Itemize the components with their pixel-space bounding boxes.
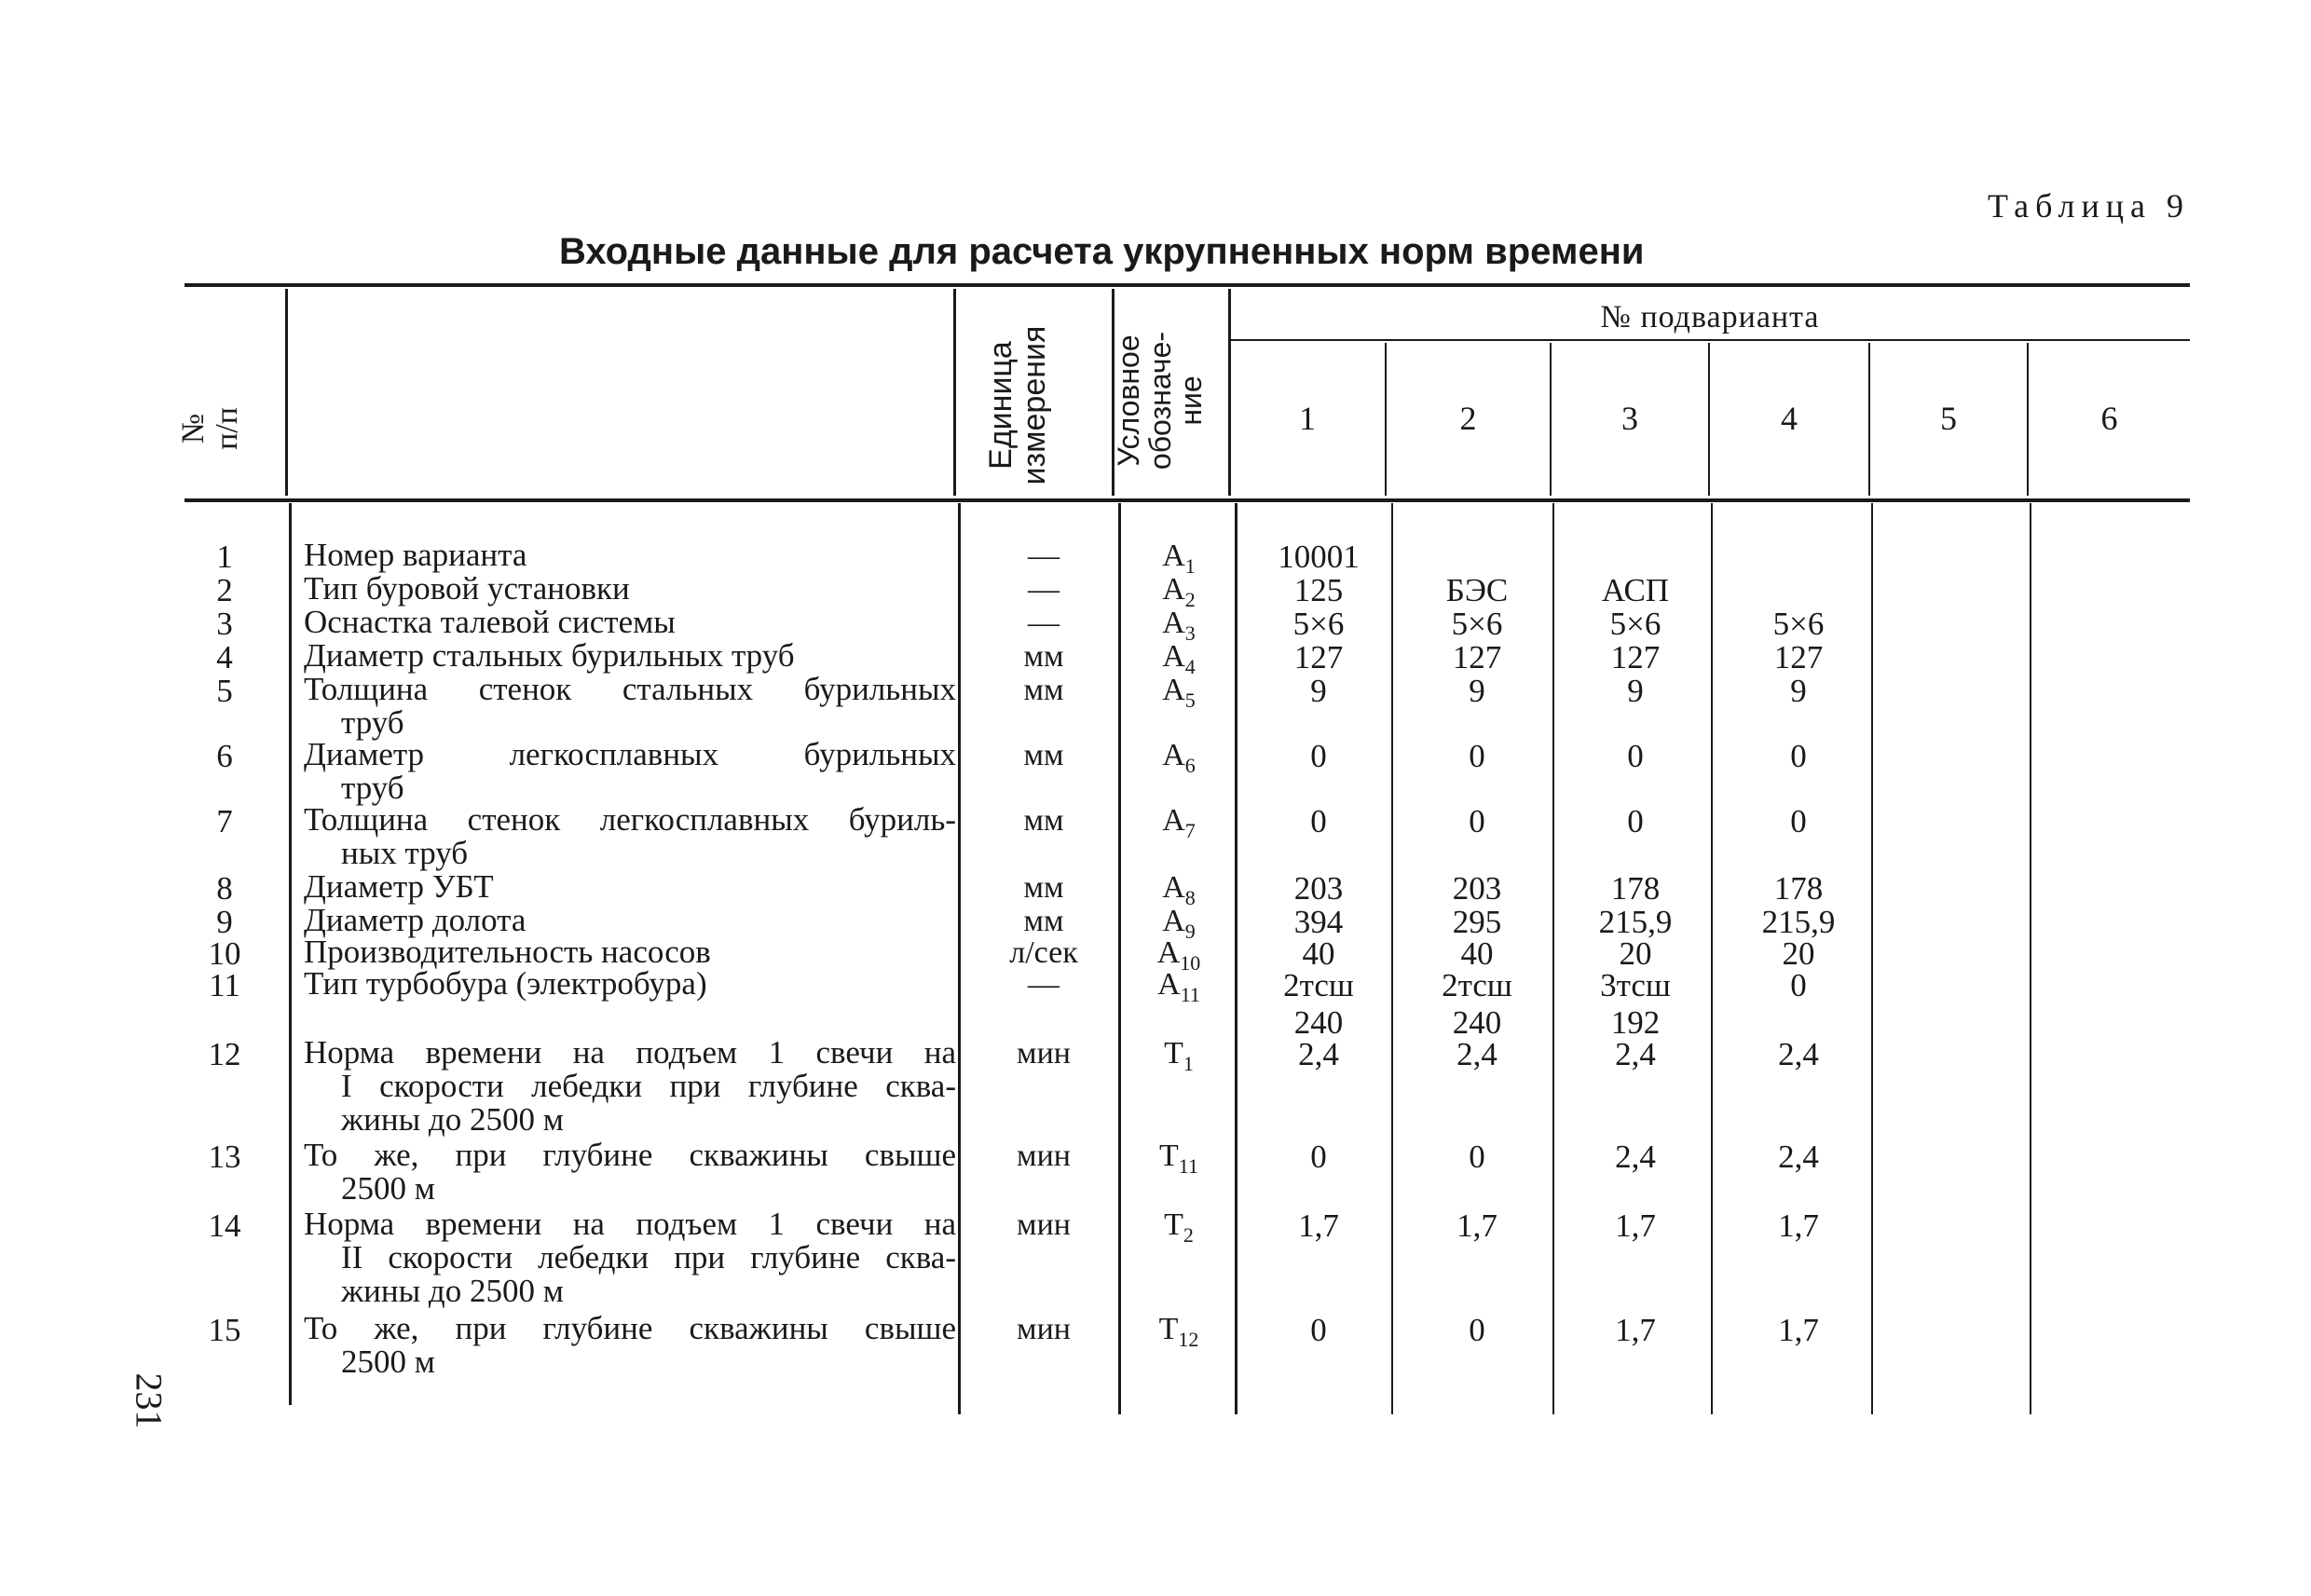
row-unit: мин <box>1017 1207 1071 1242</box>
row-value-4: 9 <box>1790 673 1807 709</box>
body-divider <box>1235 503 1238 1414</box>
row-parameter-line: 2500 м <box>341 1170 435 1207</box>
row-value-4: 1,7 <box>1778 1207 1819 1244</box>
row-number: 4 <box>216 639 233 675</box>
header-unit-col-line2: измерения <box>1016 325 1052 485</box>
body-divider <box>1552 503 1554 1414</box>
row-number: 14 <box>208 1207 241 1244</box>
row-symbol-index: 8 <box>1184 885 1196 909</box>
row-value-1: 10001 <box>1278 539 1360 575</box>
header-subvariant-3: 3 <box>1621 400 1638 437</box>
row-symbol-letter: T <box>1164 1036 1183 1071</box>
row-value-4: 178 <box>1773 870 1824 907</box>
row-symbol-index: 5 <box>1184 688 1196 712</box>
row-value-2: 5×6 <box>1451 606 1503 642</box>
page-number: 231 <box>128 1372 171 1429</box>
header-num-col-line2: п/п <box>209 407 244 450</box>
row-value-line: 3тсш <box>1600 967 1671 1003</box>
header-subvariant-1: 1 <box>1299 400 1316 437</box>
row-symbol <box>1128 967 1230 1007</box>
row-value-2: БЭС <box>1445 572 1509 608</box>
row-unit: мм <box>1023 904 1064 938</box>
row-parameter-line: Толщина стенок стальных бурильных <box>304 671 956 707</box>
row-value-3: 2,4 <box>1615 1036 1656 1072</box>
body-divider <box>1391 503 1393 1414</box>
row-value-1: 203 <box>1293 870 1344 907</box>
row-value-line: 240 <box>1452 1004 1502 1041</box>
row-symbol-letter: A <box>1162 870 1185 905</box>
row-value-1: 394 <box>1293 904 1344 940</box>
row-value-3: 9 <box>1627 673 1644 709</box>
row-number: 3 <box>216 606 233 642</box>
header-num-col <box>177 373 270 484</box>
row-value-4: 1,7 <box>1778 1312 1819 1348</box>
row-value-4: 2,4 <box>1778 1036 1819 1072</box>
table-top-rule <box>185 283 2190 287</box>
row-number: 8 <box>216 870 233 907</box>
row-number: 5 <box>216 673 233 709</box>
row-parameter <box>304 539 956 572</box>
header-subvariant-6: 6 <box>2100 400 2118 437</box>
body-divider <box>1711 503 1713 1414</box>
row-value-4: 5×6 <box>1772 606 1825 642</box>
row-symbol-index: 1 <box>1184 553 1196 578</box>
body-divider <box>289 503 292 1405</box>
row-symbol-letter: A <box>1162 606 1185 640</box>
row-value-1: 0 <box>1310 1139 1327 1175</box>
row-parameter-line: То же, при глубине скважины свыше <box>304 1137 956 1173</box>
row-parameter <box>304 935 956 969</box>
row-unit: мин <box>1017 1036 1071 1071</box>
row-symbol <box>1128 1139 1230 1179</box>
row-value-2: 1,7 <box>1456 1207 1497 1244</box>
row-parameter-line: труб <box>341 704 404 741</box>
row-symbol-index: 12 <box>1178 1327 1199 1351</box>
row-symbol-index: 11 <box>1180 982 1200 1006</box>
row-parameter-line: Номер варианта <box>304 537 527 573</box>
row-number: 13 <box>208 1139 241 1175</box>
body-divider <box>958 503 961 1414</box>
header-divider <box>285 289 288 496</box>
row-unit: мм <box>1023 673 1064 707</box>
row-symbol <box>1128 1312 1230 1352</box>
row-value-3: 215,9 <box>1598 904 1673 940</box>
row-value-3: 1,7 <box>1615 1207 1656 1244</box>
row-unit: мм <box>1023 870 1064 905</box>
row-value-2: 0 <box>1469 738 1485 774</box>
header-subvariant-group: № подварианта <box>1600 300 1820 334</box>
row-value-2: 203 <box>1452 870 1502 907</box>
row-unit: — <box>1028 606 1060 640</box>
row-value-4: 0 <box>1790 803 1807 839</box>
row-symbol-letter: T <box>1164 1207 1183 1242</box>
row-value-2: 0 <box>1469 803 1485 839</box>
row-parameter-line: жины до 2500 м <box>341 1101 564 1138</box>
row-unit: мм <box>1023 639 1064 674</box>
row-parameter <box>304 572 956 606</box>
row-symbol <box>1128 1036 1230 1076</box>
header-subvariant-2: 2 <box>1459 400 1477 437</box>
row-value-3: 2,4 <box>1615 1139 1656 1175</box>
header-symbol-col-line2: обозначе- <box>1142 331 1177 471</box>
row-parameter <box>304 1207 956 1308</box>
row-value-3: 0 <box>1627 803 1644 839</box>
row-symbol-index: 10 <box>1180 950 1201 975</box>
row-parameter <box>304 803 956 870</box>
row-symbol-index: 9 <box>1184 919 1196 943</box>
row-parameter <box>304 639 956 673</box>
row-parameter-line: жины до 2500 м <box>341 1273 564 1309</box>
row-number: 2 <box>216 572 233 608</box>
row-symbol-letter: T <box>1158 1312 1179 1346</box>
header-symbol-col-line1: Условное <box>1112 334 1145 467</box>
row-parameter <box>304 738 956 805</box>
row-symbol-letter: A <box>1162 803 1185 838</box>
subvariant-group-rule <box>1230 339 2190 341</box>
row-value-1: 0 <box>1310 803 1327 839</box>
row-number: 12 <box>208 1036 241 1072</box>
row-parameter <box>304 967 956 1001</box>
header-divider <box>953 289 956 496</box>
row-value-4: 215,9 <box>1761 904 1836 940</box>
row-parameter <box>304 1139 956 1206</box>
row-symbol <box>1128 738 1230 778</box>
row-unit: — <box>1028 572 1060 607</box>
row-symbol-letter: A <box>1162 673 1185 707</box>
row-parameter-line: труб <box>341 770 404 806</box>
row-parameter <box>304 673 956 740</box>
row-value-3: 20 <box>1619 935 1652 972</box>
row-parameter <box>304 904 956 937</box>
row-number: 11 <box>209 967 240 1003</box>
row-value-1: 40 <box>1302 935 1335 972</box>
row-value-line: 240 <box>1293 1004 1344 1041</box>
row-symbol-letter: A <box>1162 904 1185 938</box>
table-title: Входные данные для расчета укрупненных норм времени <box>559 231 1645 272</box>
row-symbol-letter: A <box>1162 639 1185 674</box>
row-value-2: 9 <box>1469 673 1485 709</box>
row-parameter <box>304 1312 956 1379</box>
row-number: 6 <box>216 738 233 774</box>
row-symbol-index: 1 <box>1183 1051 1194 1075</box>
body-divider <box>1118 503 1121 1414</box>
row-unit: л/сек <box>1009 935 1078 970</box>
row-unit: — <box>1028 539 1060 573</box>
row-symbol-index: 2 <box>1184 587 1196 611</box>
header-num-col-line1: № <box>176 413 211 444</box>
row-symbol-index: 7 <box>1184 818 1196 842</box>
row-number: 9 <box>216 904 233 940</box>
row-symbol-index: 11 <box>1178 1153 1198 1178</box>
row-unit: мм <box>1023 803 1064 838</box>
row-value-4: 0 <box>1790 967 1807 1003</box>
row-value-line: 192 <box>1610 1004 1661 1041</box>
header-symbol-col-line3: ние <box>1174 375 1209 426</box>
row-value-3: 1,7 <box>1615 1312 1656 1348</box>
row-value-2: 2,4 <box>1456 1036 1497 1072</box>
row-symbol-index: 6 <box>1184 753 1196 777</box>
row-value-4: 2,4 <box>1778 1139 1819 1175</box>
row-symbol-index: 4 <box>1184 654 1196 678</box>
row-parameter-line: Норма времени на подъем 1 свечи на <box>304 1206 956 1242</box>
row-value-2: 295 <box>1452 904 1502 940</box>
row-value-2: 40 <box>1460 935 1494 972</box>
row-parameter-line: То же, при глубине скважины свыше <box>304 1310 956 1346</box>
row-parameter-line: Оснастка талевой системы <box>304 604 676 640</box>
row-value-1: 1,7 <box>1298 1207 1339 1244</box>
row-parameter-line: Диаметр легкосплавных бурильных <box>304 736 956 772</box>
row-value-4: 0 <box>1790 738 1807 774</box>
row-value-1: 2,4 <box>1298 1036 1339 1072</box>
row-symbol-letter: T <box>1159 1139 1179 1173</box>
row-value-1: 0 <box>1310 1312 1327 1348</box>
row-value-4: 127 <box>1773 639 1824 675</box>
row-parameter-line: Норма времени на подъем 1 свечи на <box>304 1034 956 1071</box>
row-value-2 <box>1407 967 1547 1042</box>
row-parameter-line: I скорости лебедки при глубине сква- <box>341 1068 956 1104</box>
row-parameter-line: II скорости лебедки при глубине сква- <box>341 1239 956 1275</box>
row-value-line: 2тсш <box>1442 967 1512 1003</box>
row-symbol-letter: A <box>1156 935 1181 970</box>
row-symbol <box>1128 1207 1230 1248</box>
row-symbol-letter: A <box>1162 539 1185 573</box>
row-parameter-line: 2500 м <box>341 1344 435 1380</box>
row-value-1: 127 <box>1293 639 1344 675</box>
row-value-3: 0 <box>1627 738 1644 774</box>
row-symbol-index: 2 <box>1183 1222 1194 1247</box>
row-unit: — <box>1028 967 1060 1002</box>
row-parameter <box>304 870 956 904</box>
row-value-1: 5×6 <box>1292 606 1345 642</box>
row-number: 15 <box>208 1312 241 1348</box>
row-value-3: 5×6 <box>1609 606 1661 642</box>
row-value-2: 0 <box>1469 1139 1485 1175</box>
row-value-3 <box>1566 967 1705 1042</box>
row-symbol-letter: A <box>1157 967 1181 1002</box>
row-value-1 <box>1249 967 1388 1042</box>
row-parameter-line: Тип турбобура (электробура) <box>304 965 707 1002</box>
header-subvariant-5: 5 <box>1940 400 1957 437</box>
row-value-2: 0 <box>1469 1312 1485 1348</box>
row-symbol <box>1128 673 1230 713</box>
row-value-3: 127 <box>1610 639 1661 675</box>
header-subvariant-4: 4 <box>1781 400 1798 437</box>
row-unit: мин <box>1017 1312 1071 1346</box>
row-parameter-line: ных труб <box>341 835 469 871</box>
row-parameter-line: Тип буровой установки <box>304 570 630 607</box>
row-unit: мм <box>1023 738 1064 772</box>
row-value-1: 0 <box>1310 738 1327 774</box>
row-number: 1 <box>216 539 233 575</box>
row-parameter-line: Диаметр УБТ <box>304 868 494 905</box>
row-unit: мин <box>1017 1139 1071 1173</box>
row-parameter-line: Диаметр стальных бурильных труб <box>304 637 795 674</box>
table-caption: Таблица 9 <box>1988 187 2190 225</box>
row-parameter-line: Толщина стенок легкосплавных буриль- <box>304 801 956 838</box>
header-unit-col <box>985 312 1078 498</box>
row-value-2: 127 <box>1452 639 1502 675</box>
body-divider <box>1871 503 1873 1414</box>
row-value-line: 2тсш <box>1283 967 1354 1003</box>
body-divider <box>2030 503 2031 1414</box>
row-symbol-index: 3 <box>1184 621 1196 645</box>
row-value-4: 20 <box>1782 935 1815 972</box>
row-symbol-letter: A <box>1162 738 1185 772</box>
row-number: 7 <box>216 803 233 839</box>
row-value-1: 125 <box>1293 572 1344 608</box>
row-symbol <box>1128 803 1230 843</box>
row-value-3: АСП <box>1601 572 1670 608</box>
row-value-1: 9 <box>1310 673 1327 709</box>
row-value-3: 178 <box>1610 870 1661 907</box>
row-parameter <box>304 1036 956 1137</box>
row-parameter-line: Производительность насосов <box>304 934 711 970</box>
row-number: 10 <box>208 935 241 972</box>
header-unit-col-line1: Единица <box>983 341 1019 470</box>
header-symbol-col <box>1114 298 1225 503</box>
row-parameter-line: Диаметр долота <box>304 902 526 938</box>
row-symbol-letter: A <box>1162 572 1185 607</box>
row-parameter <box>304 606 956 639</box>
